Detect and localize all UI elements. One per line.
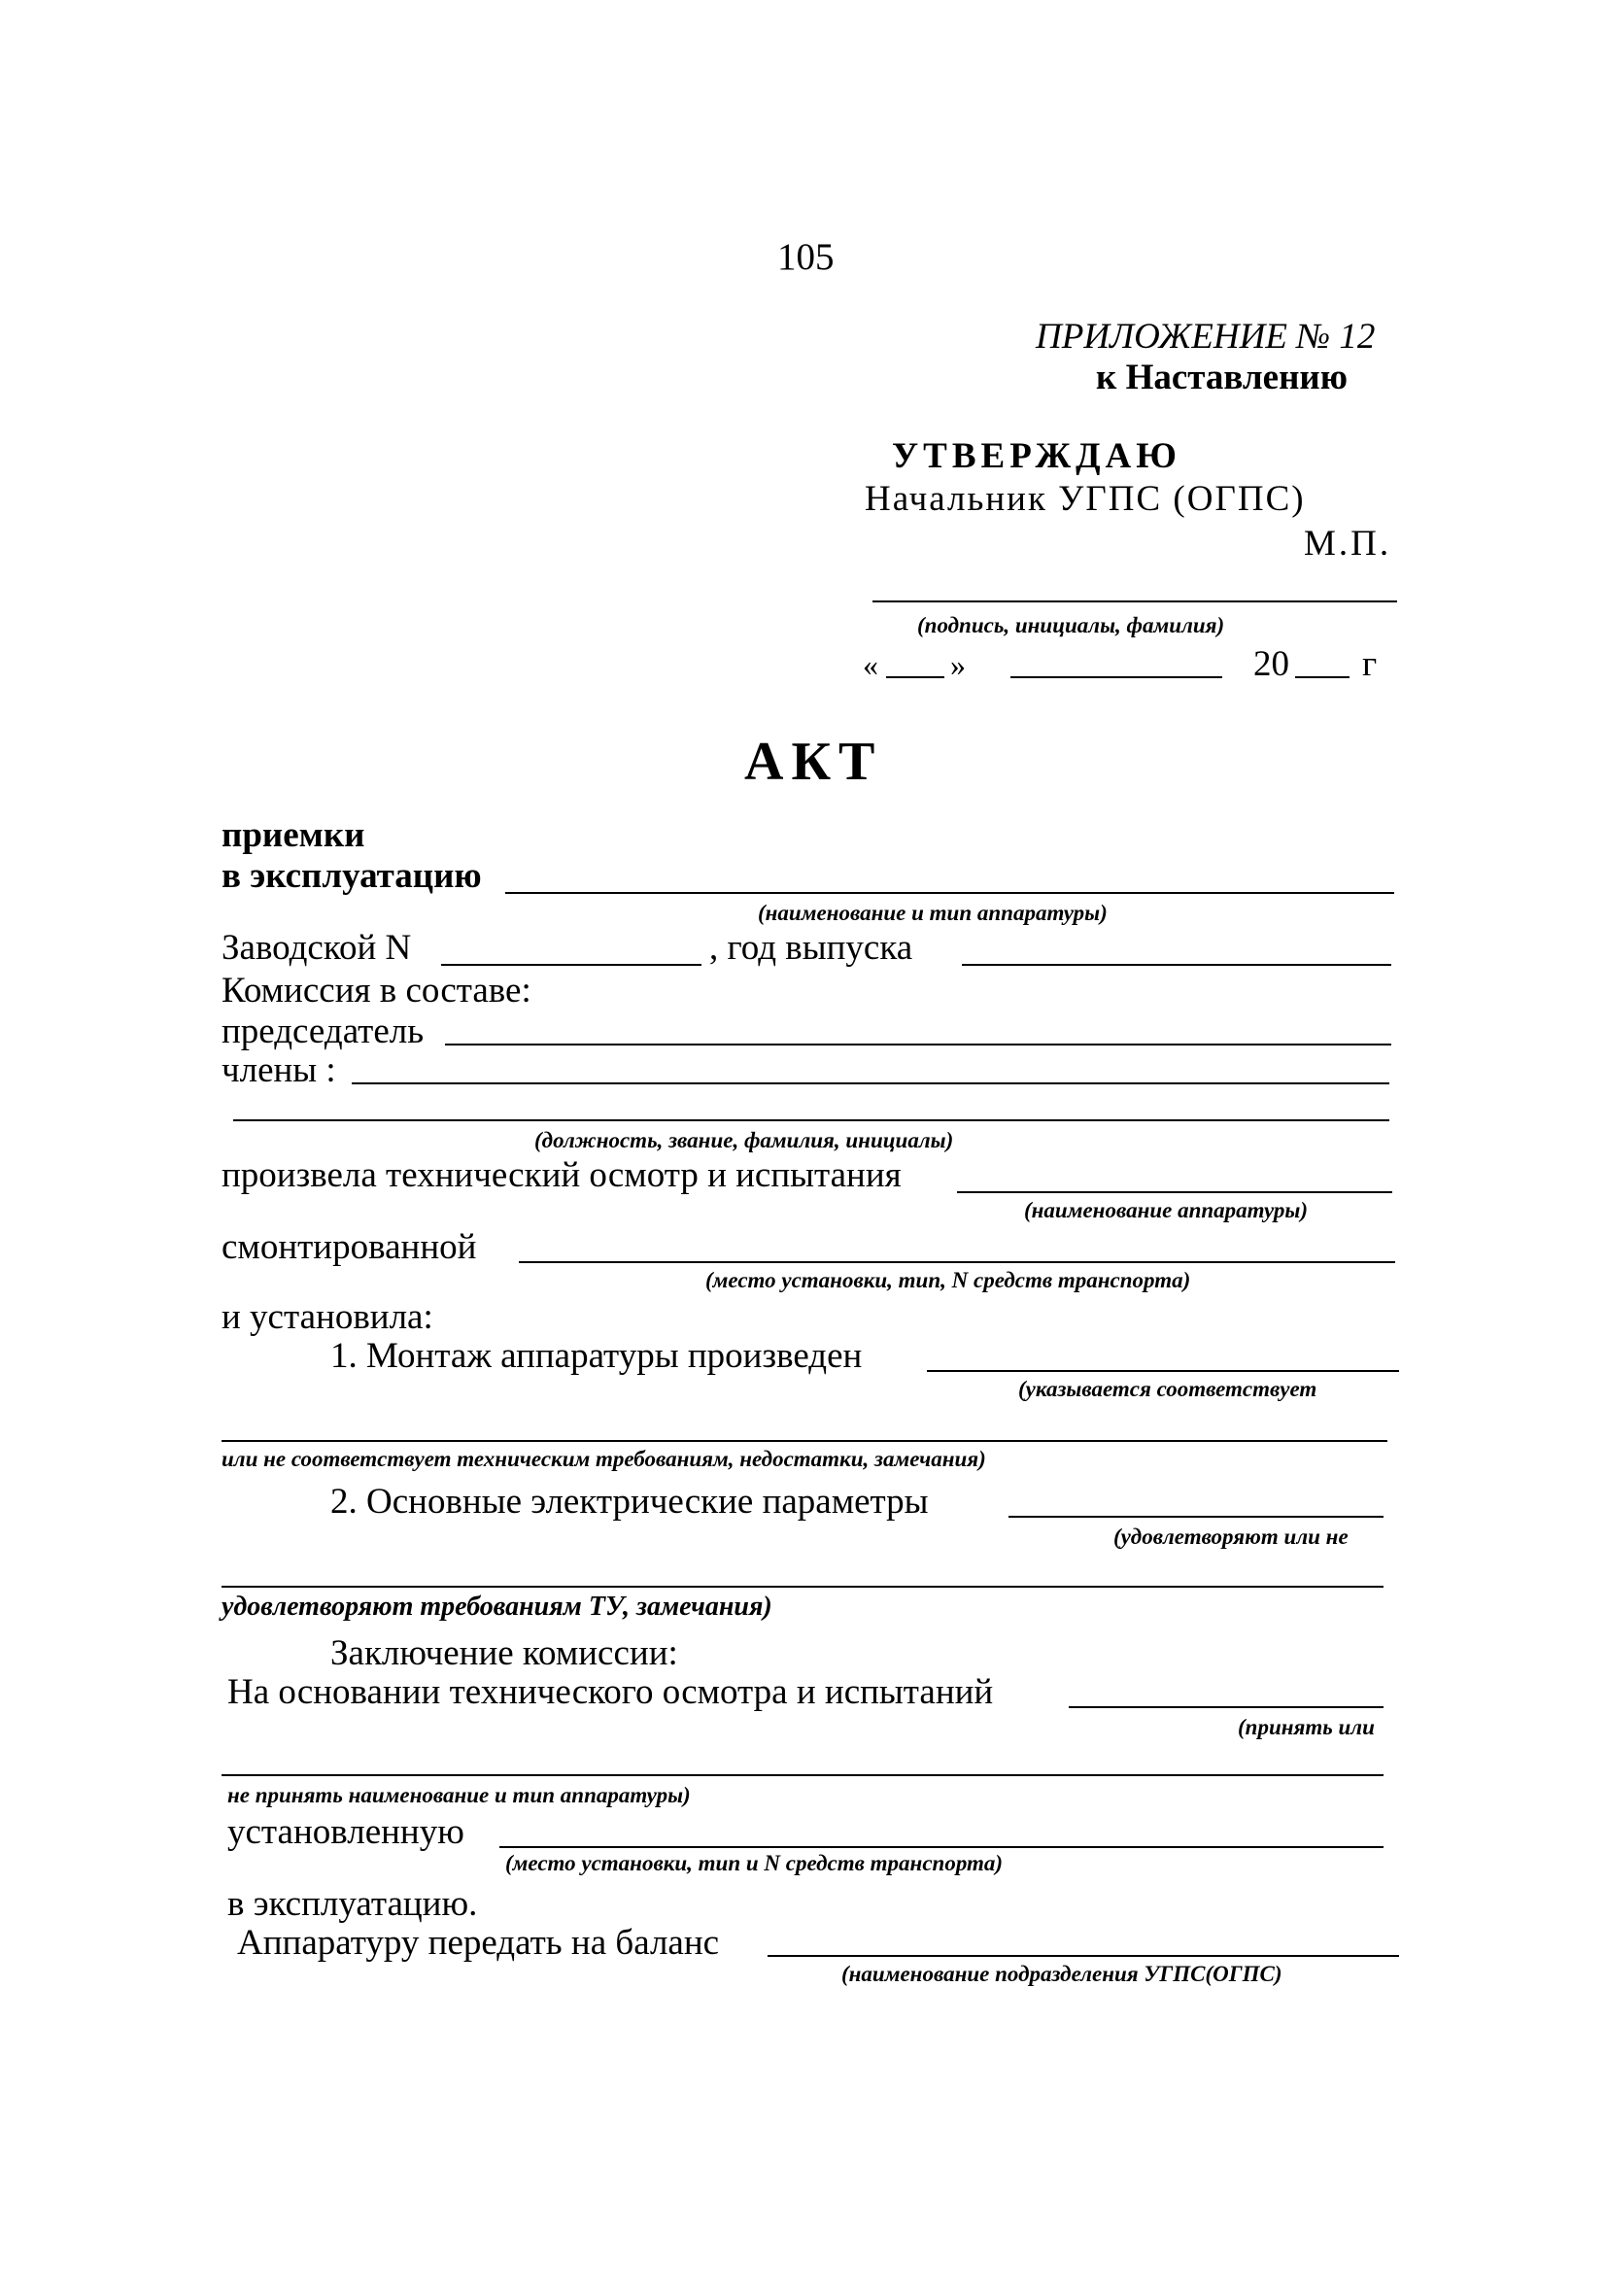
appendix-subtitle: к Наставлению	[1096, 358, 1348, 397]
year-label: , год выпуска	[709, 928, 913, 968]
item-2-caption-a: (удовлетворяют или не	[1113, 1525, 1349, 1549]
chairman-label: председатель	[222, 1011, 425, 1051]
item-1-caption-b: или не соответствует техническим требованиям, недостатки, замечания)	[222, 1447, 986, 1471]
item-1-line	[927, 1370, 1399, 1372]
equipment-caption: (наименование и тип аппаратуры)	[758, 901, 1108, 925]
accept-caption-a: (принять или	[1238, 1715, 1375, 1739]
inspection-line	[957, 1191, 1392, 1193]
act-line-2: в эксплуатацию	[222, 856, 482, 896]
appendix-title: ПРИЛОЖЕНИЕ № 12	[1036, 317, 1376, 357]
date-year-line	[1295, 676, 1350, 678]
balance-label: Аппаратуру передать на баланс	[237, 1923, 720, 1963]
signature-caption: (подпись, инициалы, фамилия)	[917, 613, 1225, 637]
date-close-quote: »	[950, 647, 966, 682]
members-line-2	[233, 1119, 1389, 1121]
serial-label: Заводской N	[222, 928, 412, 968]
installed-caption: (место установки, тип и N средств транспорта)	[505, 1851, 1004, 1875]
inspection-label: произвела технический осмотр и испытания	[222, 1155, 902, 1195]
serial-line	[441, 964, 701, 966]
inspection-caption: (наименование аппаратуры)	[1024, 1198, 1309, 1222]
members-caption: (должность, звание, фамилия, инициалы)	[534, 1128, 954, 1152]
act-line-1: приемки	[222, 815, 365, 855]
year-line	[962, 964, 1391, 966]
basis-line	[1069, 1706, 1384, 1708]
approval-position: Начальник УГПС (ОГПС)	[865, 479, 1306, 519]
equipment-line	[505, 892, 1394, 894]
item-2-label: 2. Основные электрические параметры	[330, 1482, 929, 1522]
approval-stamp: М.П.	[1304, 524, 1392, 564]
date-year-suffix: г	[1362, 644, 1378, 684]
balance-caption: (наименование подразделения УГПС(ОГПС)	[841, 1962, 1282, 1986]
established-label: и установила:	[222, 1297, 433, 1337]
members-line-1	[352, 1082, 1389, 1084]
chairman-line	[445, 1044, 1391, 1045]
balance-line	[768, 1955, 1399, 1957]
conclusion-label: Заключение комиссии:	[330, 1633, 678, 1673]
item-1-caption-a: (указывается соответствует	[1018, 1377, 1317, 1401]
date-open-quote: «	[863, 647, 878, 682]
commission-label: Комиссия в составе:	[222, 971, 531, 1011]
page-number: 105	[777, 236, 835, 278]
basis-label: На основании технического осмотра и испытаний	[227, 1672, 994, 1712]
accept-line-2	[222, 1774, 1384, 1776]
into-operation: в эксплуатацию.	[227, 1884, 478, 1924]
item-2-line-2	[222, 1586, 1384, 1588]
item-1-label: 1. Монтаж аппаратуры произведен	[330, 1336, 863, 1376]
date-month-line	[1010, 676, 1222, 678]
date-day-line	[886, 676, 944, 678]
act-title: АКТ	[744, 732, 883, 792]
signature-line	[872, 600, 1397, 602]
approval-heading: УТВЕРЖДАЮ	[892, 436, 1181, 476]
members-label: члены :	[222, 1050, 336, 1090]
installed-line	[499, 1846, 1384, 1848]
mounted-caption: (место установки, тип, N средств транспорта)	[705, 1268, 1191, 1292]
item-2-caption-b: удовлетворяют требованиям ТУ, замечания)	[222, 1592, 772, 1622]
mounted-label: смонтированной	[222, 1227, 477, 1267]
date-year-prefix: 20	[1253, 644, 1289, 684]
installed-label: установленную	[227, 1812, 464, 1852]
mounted-line	[519, 1261, 1395, 1263]
item-1-line-2	[222, 1440, 1387, 1442]
accept-caption-b: не принять наименование и тип аппаратуры)	[227, 1783, 691, 1807]
item-2-line	[1008, 1516, 1384, 1518]
